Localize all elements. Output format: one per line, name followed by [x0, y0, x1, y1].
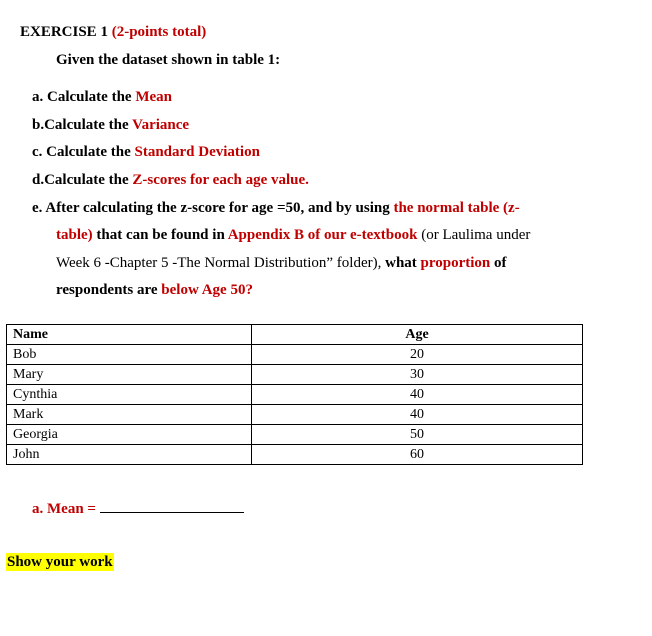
table-row [7, 405, 583, 425]
question-b-prefix: b. [32, 117, 45, 133]
cell-name: Mark [7, 405, 252, 425]
header-age: Age [252, 325, 583, 345]
question-e-line2-normal: (or Laulima under [417, 227, 531, 243]
question-e-line3-text: what [385, 255, 421, 271]
table-row [7, 365, 583, 385]
question-e-prefix: e. [32, 200, 43, 216]
question-e-line4-highlight: below Age 50? [161, 282, 253, 298]
question-e-line2 [56, 227, 530, 244]
exercise-points: (2-points total) [111, 24, 207, 40]
question-e-line3-highlight: proportion [420, 255, 491, 271]
exercise-title [20, 24, 206, 41]
question-c-text: Calculate the [46, 144, 135, 160]
question-b-highlight: Variance [132, 117, 190, 133]
cell-age: 50 [252, 425, 583, 445]
question-c-prefix: c. [32, 144, 43, 160]
question-e-line1-highlight: the normal table (z- [393, 200, 520, 216]
question-e [32, 200, 520, 217]
question-e-line3 [56, 255, 507, 272]
question-c-highlight: Standard Deviation [134, 144, 260, 160]
question-e-line2-text: that can be found in [92, 227, 228, 243]
question-d-text: Calculate the [44, 172, 133, 188]
question-e-line3-text2: of [490, 255, 507, 271]
question-e-line4-text: respondents are [56, 282, 162, 298]
cell-name: Mary [7, 365, 252, 385]
cell-name: Cynthia [7, 385, 252, 405]
question-a [32, 89, 172, 106]
cell-age: 60 [252, 445, 583, 465]
cell-age: 30 [252, 365, 583, 385]
question-e-line1-text: After calculating the z-score for age =50, and by using [45, 200, 394, 216]
question-e-line3-normal: Week 6 -Chapter 5 -The Normal Distribution” folder), [56, 255, 386, 271]
header-name: Name [7, 325, 252, 345]
cell-name: John [7, 445, 252, 465]
table-row [7, 445, 583, 465]
question-d-prefix: d. [32, 172, 45, 188]
question-e-line2-highlight: table) [56, 227, 93, 243]
question-b-text: Calculate the [44, 117, 133, 133]
question-b [32, 117, 189, 134]
table-header-row [7, 325, 583, 345]
cell-age: 20 [252, 345, 583, 365]
mean-label: a. Mean = [32, 501, 96, 517]
question-c [32, 144, 260, 161]
question-e-line4 [56, 282, 253, 299]
question-d [32, 172, 309, 189]
question-a-text: Calculate the [47, 89, 136, 105]
cell-age: 40 [252, 385, 583, 405]
table-row [7, 385, 583, 405]
question-d-highlight: Z-scores for each age value. [132, 172, 309, 188]
cell-name: Bob [7, 345, 252, 365]
table-row [7, 345, 583, 365]
cell-age: 40 [252, 405, 583, 425]
show-work-label: Show your work [7, 554, 113, 570]
mean-answer-blank[interactable] [100, 498, 244, 513]
question-e-line2-highlight2: Appendix B of our e-textbook [227, 227, 418, 243]
cell-name: Georgia [7, 425, 252, 445]
question-a-prefix: a. [32, 89, 44, 105]
question-a-highlight: Mean [135, 89, 172, 105]
dataset-table [6, 324, 583, 465]
mean-answer-line [32, 498, 244, 518]
exercise-title-text: EXERCISE 1 [20, 24, 108, 40]
table-row [7, 425, 583, 445]
exercise-intro: Given the dataset shown in table 1: [56, 52, 281, 68]
